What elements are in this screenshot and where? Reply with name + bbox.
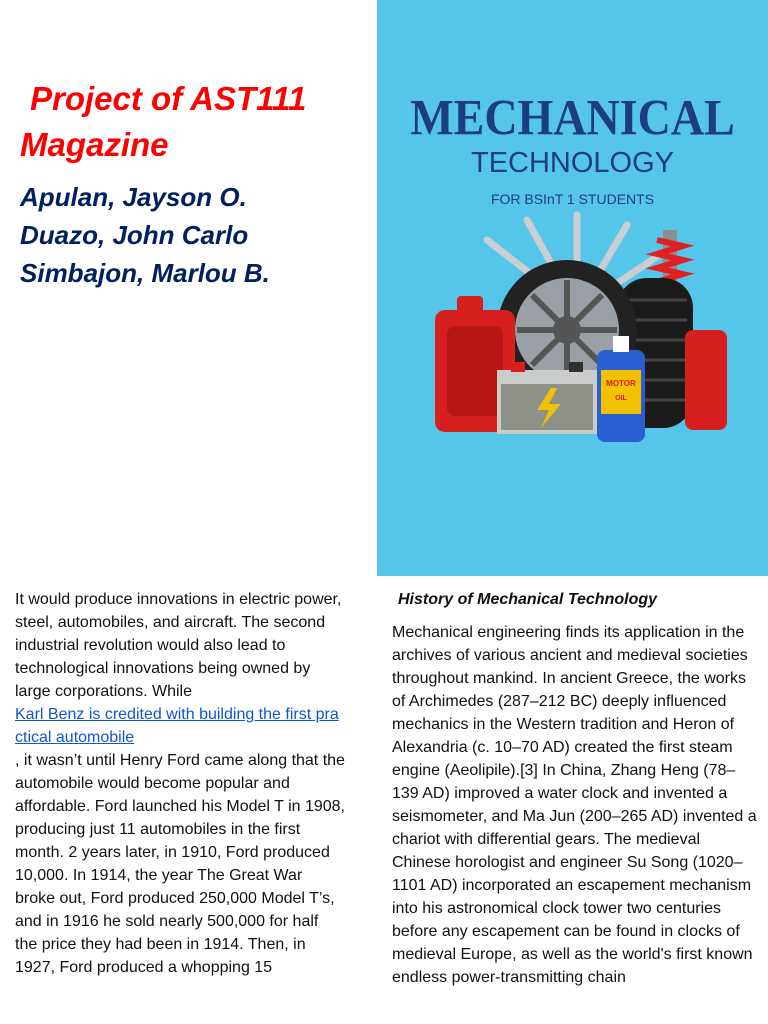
page-title (20, 76, 370, 168)
motor-oil-icon (597, 336, 645, 442)
title-line-1: Project of AST111 (30, 80, 307, 117)
right-body-text: Mechanical engineering finds its application in the archives of various ancient and medieval societies throughout mankind. In ancient Greece, the works of Archimedes (287–212 BC) deeply influenced mechanics in the Western tradition and Heron of Alexandria (c. 10–70 AD) created the first steam engine (Aeolipile).[3] In China, Zhang Heng (78–139 AD) improved a water clock and invented a seismometer, and Ma Jun (200–265 AD) invented a chariot with differential gears. The medieval Chinese horologist and engineer Su Song (1020–1101 AD) incorporated an escapement mechanism into his astronomical clock tower two centuries before any escapement can be found in clocks of medieval Europe, as well as the world's first known endless power-transmitting chain (392, 624, 757, 986)
author-name: Apulan, Jayson O. (20, 182, 247, 212)
author-name: Simbajon, Marlou B. (20, 258, 270, 288)
bottle-label: OIL (615, 395, 627, 402)
title-line-2: Magazine (20, 126, 169, 163)
cover-title: MECHANICAL (410, 89, 735, 146)
author-list (20, 178, 270, 292)
left-intro-text: It would produce innovations in electric power, steel, automobiles, and aircraft. The second industrial revolution would also lead to technological innovations being owned by large corporations. While (15, 591, 342, 700)
battery-icon (497, 362, 597, 434)
left-article (15, 588, 345, 979)
bottle-label: MOTOR (606, 379, 636, 388)
author-name: Duazo, John Carlo (20, 220, 249, 250)
karl-benz-link[interactable]: Karl Benz is credited with building the first practical automobile (15, 706, 339, 746)
gas-can-icon (685, 330, 727, 430)
tools-illustration (427, 210, 727, 450)
cover-audience: FOR BSInT 1 STUDENTS (490, 191, 655, 207)
section-heading: History of Mechanical Technology (398, 591, 658, 608)
right-article (392, 588, 757, 989)
left-body-text: , it wasn’t until Henry Ford came along that the automobile would become popular and affordable. Ford launched his Model T in 1908, producing just 11 automobiles in the first month. 2 years later, in 1910, Ford produced 10,000. In 1914, the year The Great War broke out, Ford produced 250,000 Model T’s, and in 1916 he sold nearly 500,000 for half the price they had been in 1914. Then, in 1927, Ford produced a whopping 15 (15, 752, 345, 976)
cover-image (377, 0, 768, 576)
cover-subtitle: TECHNOLOGY (470, 147, 675, 179)
